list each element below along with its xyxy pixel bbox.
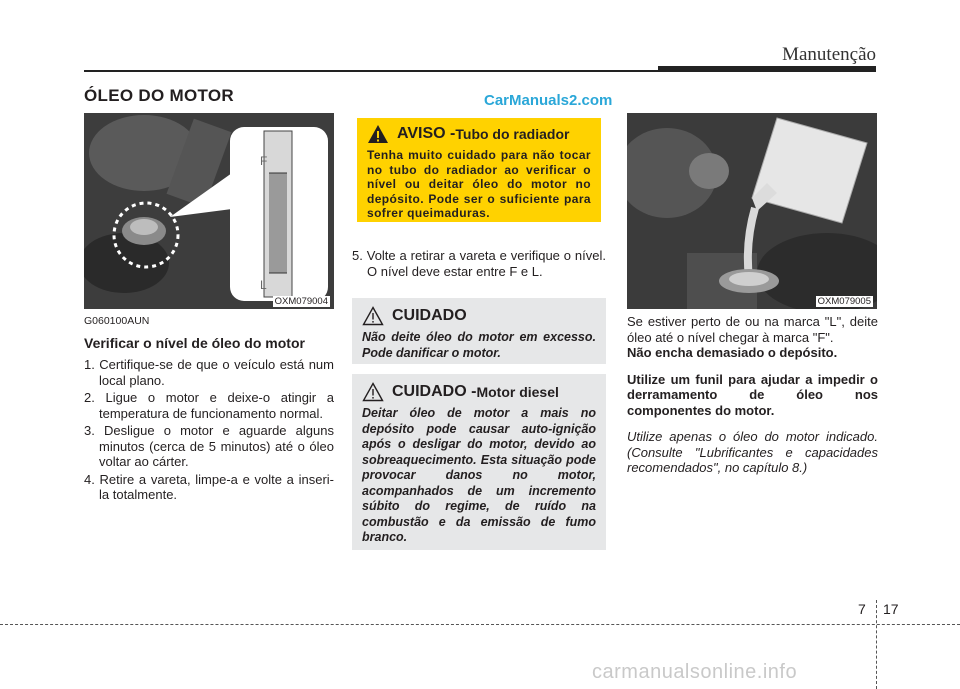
footer-rule <box>0 624 960 625</box>
warning-body: Tenha muito cuidado para não tocar no tubo do radiador ao verificar o nível ou deitar óleo do motor no depósito. Pode ser o suficiente para sofrer queimaduras. <box>367 148 591 220</box>
site-watermark[interactable]: CarManuals2.com <box>484 92 613 109</box>
warning-subtitle: Tubo do radiador <box>455 126 570 142</box>
caution-title-row <box>362 306 596 326</box>
footer-watermark[interactable]: carmanualsonline.info <box>592 661 798 683</box>
caution-diesel-box <box>352 374 606 550</box>
right-column <box>627 314 878 487</box>
list-item: 4. Retire a vareta, limpe-a e volte a inseri-la totalmente. <box>84 471 334 502</box>
page-header-title: Manutenção <box>782 44 876 65</box>
list-item: 2. Ligue o motor e deixe-o atingir a temperatura de funcionamento normal. <box>84 390 334 421</box>
footer-divider <box>876 600 877 689</box>
caution-diesel-body: Deitar óleo de motor a mais no depósito pode causar auto-ignição após o desligar do motor, devido ao sobreaquecimento. Esta situação pode provocar danos no motor, acompanhados de um incremento súbito do regime, de ruído na combustão e da emissão de fumo branco. <box>362 406 596 544</box>
engine-dipstick-illustration <box>84 113 334 309</box>
svg-text:L: L <box>260 278 267 292</box>
caution-title: CUIDADO <box>392 307 467 324</box>
warning-title-row <box>367 124 591 144</box>
oil-spec-note: Utilize apenas o óleo do motor indicado. (Consulte "Lubrificantes e capacidades recomendados", no capítulo 8.) <box>627 429 878 475</box>
left-column <box>84 314 334 505</box>
oil-pouring-illustration <box>627 113 877 309</box>
photo-code-label: OXM079005 <box>817 296 871 307</box>
caution-diesel-title: CUIDADO - <box>392 383 477 400</box>
caution-triangle-icon <box>362 382 384 402</box>
section-title: ÓLEO DO MOTOR <box>84 86 234 105</box>
list-item: 3. Desligue o motor e aguarde alguns minutos (cerca de 5 minutos) até o óleo voltar ao cárter. <box>84 423 334 469</box>
chapter-number: 7 <box>858 601 866 617</box>
dipstick-photo <box>84 113 334 309</box>
overfill-warning: Não encha demasiado o depósito. <box>627 345 838 360</box>
step-5: 5. Volte a retirar a vareta e verifique o nível. O nível deve estar entre F e L. <box>352 248 606 279</box>
header-rule-accent <box>658 66 876 72</box>
caution-diesel-title-row <box>362 382 596 402</box>
svg-text:F: F <box>260 154 268 168</box>
warning-triangle-icon <box>367 124 389 144</box>
caution-box <box>352 298 606 364</box>
oil-filling-photo <box>627 113 877 309</box>
caution-body: Não deite óleo do motor em excesso. Pode danificar o motor. <box>362 330 596 360</box>
page-number: 17 <box>883 601 899 617</box>
list-item: 1. Certifique-se de que o veículo está num local plano. <box>84 357 334 388</box>
caution-diesel-subtitle: Motor diesel <box>476 384 559 400</box>
fill-instruction: Se estiver perto de ou na marca "L", deite óleo até o nível chegar à marca "F". <box>627 314 878 345</box>
photo-code-label: OXM079004 <box>274 296 328 307</box>
funnel-instruction: Utilize um funil para ajudar a impedir o derramamento de óleo nos componentes do motor. <box>627 371 878 418</box>
steps-list <box>84 357 334 503</box>
warning-title: AVISO - <box>397 125 456 142</box>
caution-triangle-icon <box>362 306 384 326</box>
section-code: G060100AUN <box>84 315 150 327</box>
warning-box <box>352 113 606 227</box>
subheading: Verificar o nível de óleo do motor <box>84 334 305 351</box>
